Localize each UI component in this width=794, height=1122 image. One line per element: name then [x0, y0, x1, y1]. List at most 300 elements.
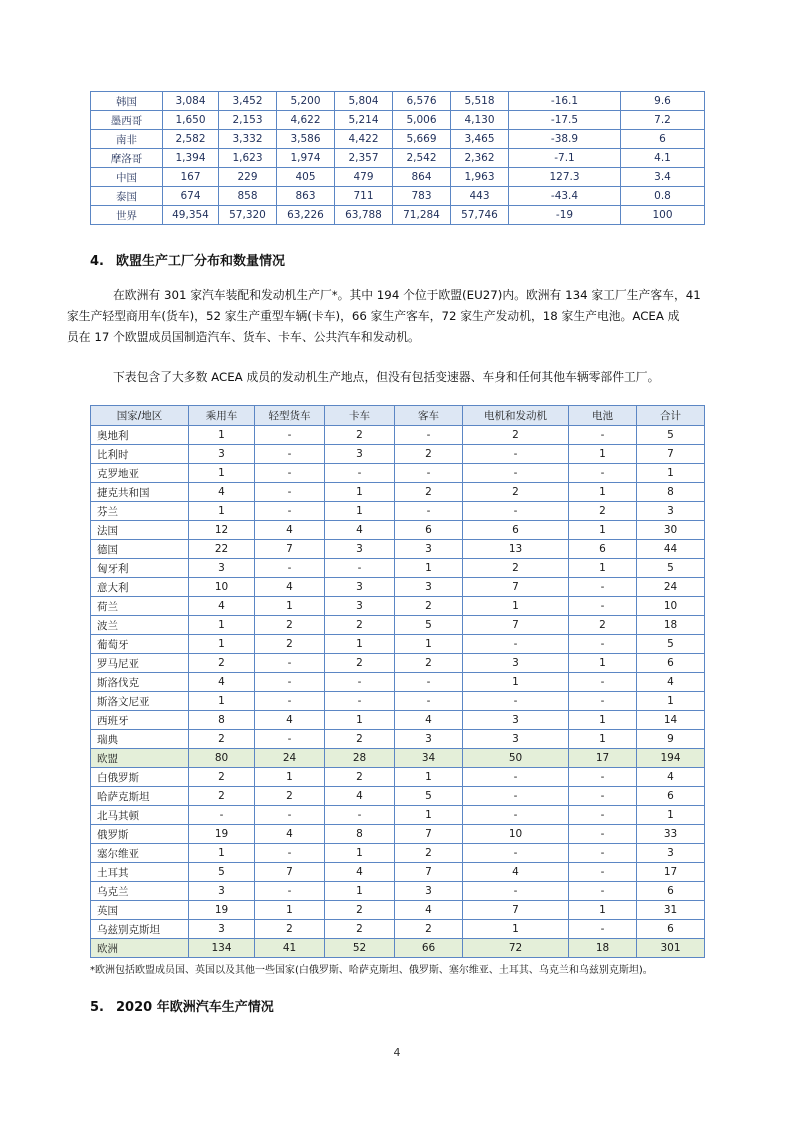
value-cell: 8 — [325, 825, 395, 844]
value-cell: 5,804 — [335, 92, 393, 111]
value-cell: 3 — [637, 844, 705, 863]
value-cell: 18 — [637, 616, 705, 635]
value-cell: 3 — [637, 502, 705, 521]
value-cell: 4 — [463, 863, 569, 882]
value-cell: 1 — [395, 559, 463, 578]
value-cell: 4 — [637, 673, 705, 692]
value-cell: 1 — [569, 901, 637, 920]
value-cell: 66 — [395, 939, 463, 958]
value-cell: 1 — [189, 426, 255, 445]
value-cell: 2 — [395, 483, 463, 502]
value-cell: 4 — [255, 578, 325, 597]
value-cell: 14 — [637, 711, 705, 730]
value-cell: 858 — [219, 187, 277, 206]
value-cell: - — [325, 559, 395, 578]
value-cell: - — [255, 673, 325, 692]
value-cell: 2,542 — [393, 149, 451, 168]
country-cell: 白俄罗斯 — [91, 768, 189, 787]
value-cell: 2 — [325, 426, 395, 445]
table-row — [91, 863, 705, 882]
value-cell: - — [255, 559, 325, 578]
value-cell: 2 — [189, 730, 255, 749]
value-cell: - — [395, 502, 463, 521]
value-cell: 3,465 — [451, 130, 509, 149]
value-cell: 5 — [637, 426, 705, 445]
value-cell: 4 — [395, 711, 463, 730]
country-cell: 瑞典 — [91, 730, 189, 749]
value-cell: 34 — [395, 749, 463, 768]
value-cell: - — [569, 692, 637, 711]
value-cell: 1 — [637, 692, 705, 711]
value-cell: 52 — [325, 939, 395, 958]
table-row — [91, 483, 705, 502]
table-row — [91, 187, 705, 206]
value-cell: 10 — [189, 578, 255, 597]
value-cell: 19 — [189, 901, 255, 920]
section-title: 欧盟生产工厂分布和数量情况 — [116, 254, 286, 269]
value-cell: 57,320 — [219, 206, 277, 225]
country-cell: 意大利 — [91, 578, 189, 597]
value-cell: - — [255, 654, 325, 673]
table-footnote: *欧洲包括欧盟成员国、英国以及其他一些国家(白俄罗斯、哈萨克斯坦、俄罗斯、塞尔维亚、土耳其、乌克兰和乌兹别克斯坦)。 — [90, 965, 653, 976]
value-cell: - — [569, 578, 637, 597]
country-cell: 捷克共和国 — [91, 483, 189, 502]
paragraph-line: 员在 17 个欧盟成员国制造汽车、货车、卡车、公共汽车和发动机。 — [67, 330, 420, 344]
table-row — [91, 464, 705, 483]
section-5-heading — [90, 996, 274, 1015]
value-cell: 2 — [395, 844, 463, 863]
value-cell: 1 — [189, 464, 255, 483]
value-cell: 2 — [189, 768, 255, 787]
value-cell: 31 — [637, 901, 705, 920]
value-cell: 1 — [569, 445, 637, 464]
value-cell: 80 — [189, 749, 255, 768]
value-cell: 71,284 — [393, 206, 451, 225]
country-cell: 罗马尼亚 — [91, 654, 189, 673]
value-cell: 9.6 — [621, 92, 705, 111]
table-row — [91, 616, 705, 635]
table-row — [91, 502, 705, 521]
value-cell: 50 — [463, 749, 569, 768]
value-cell: 674 — [163, 187, 219, 206]
value-cell: - — [463, 692, 569, 711]
value-cell: 63,226 — [277, 206, 335, 225]
table-row — [91, 730, 705, 749]
table-row — [91, 806, 705, 825]
value-cell: 1 — [325, 635, 395, 654]
table-row — [91, 597, 705, 616]
value-cell: 1 — [395, 635, 463, 654]
value-cell: 127.3 — [509, 168, 621, 187]
value-cell: - — [325, 806, 395, 825]
column-header: 卡车 — [325, 406, 395, 426]
value-cell: 2 — [463, 483, 569, 502]
value-cell: 24 — [637, 578, 705, 597]
table-row — [91, 654, 705, 673]
value-cell: 19 — [189, 825, 255, 844]
value-cell: 41 — [255, 939, 325, 958]
value-cell: 1,623 — [219, 149, 277, 168]
table-row — [91, 130, 705, 149]
value-cell: - — [569, 464, 637, 483]
value-cell: 4 — [255, 521, 325, 540]
value-cell: 4 — [325, 521, 395, 540]
value-cell: 3 — [395, 578, 463, 597]
value-cell: 5,214 — [335, 111, 393, 130]
value-cell: - — [463, 768, 569, 787]
value-cell: 7 — [395, 825, 463, 844]
value-cell: - — [569, 882, 637, 901]
value-cell: 1 — [189, 692, 255, 711]
value-cell: 17 — [637, 863, 705, 882]
value-cell: - — [463, 844, 569, 863]
value-cell: 2 — [325, 616, 395, 635]
value-cell: 13 — [463, 540, 569, 559]
value-cell: 3 — [463, 654, 569, 673]
table-row — [91, 111, 705, 130]
value-cell: -19 — [509, 206, 621, 225]
value-cell: 2 — [189, 787, 255, 806]
value-cell: - — [569, 787, 637, 806]
value-cell: 4 — [255, 825, 325, 844]
value-cell: 1,963 — [451, 168, 509, 187]
value-cell: - — [463, 464, 569, 483]
country-cell: 西班牙 — [91, 711, 189, 730]
table-row — [91, 692, 705, 711]
value-cell: 4,622 — [277, 111, 335, 130]
country-cell: 塞尔维亚 — [91, 844, 189, 863]
country-cell: 斯洛文尼亚 — [91, 692, 189, 711]
value-cell: 1 — [255, 597, 325, 616]
country-cell: 奥地利 — [91, 426, 189, 445]
value-cell: 0.8 — [621, 187, 705, 206]
country-cell: 土耳其 — [91, 863, 189, 882]
value-cell: - — [569, 426, 637, 445]
value-cell: 1 — [637, 464, 705, 483]
value-cell: 4 — [395, 901, 463, 920]
page-number: 4 — [393, 1046, 401, 1059]
value-cell: 2,357 — [335, 149, 393, 168]
country-cell: 英国 — [91, 901, 189, 920]
value-cell: 2 — [189, 654, 255, 673]
value-cell: 2 — [255, 787, 325, 806]
country-cell: 韩国 — [91, 92, 163, 111]
value-cell: 28 — [325, 749, 395, 768]
value-cell: 1 — [325, 844, 395, 863]
table-row — [91, 920, 705, 939]
value-cell: 4,422 — [335, 130, 393, 149]
value-cell: 2 — [255, 616, 325, 635]
value-cell: 4,130 — [451, 111, 509, 130]
value-cell: 6 — [637, 787, 705, 806]
value-cell: 1 — [325, 502, 395, 521]
value-cell: 301 — [637, 939, 705, 958]
value-cell: - — [463, 635, 569, 654]
value-cell: 443 — [451, 187, 509, 206]
country-cell: 德国 — [91, 540, 189, 559]
value-cell: 10 — [637, 597, 705, 616]
section-4-paragraph-1 — [67, 285, 704, 348]
value-cell: 6,576 — [393, 92, 451, 111]
value-cell: 49,354 — [163, 206, 219, 225]
value-cell: 2,362 — [451, 149, 509, 168]
value-cell: 864 — [393, 168, 451, 187]
value-cell: - — [255, 502, 325, 521]
section-4-paragraph-2: 下表包含了大多数 ACEA 成员的发动机生产地点，但没有包括变速器、车身和任何其他车辆零部件工厂。 — [113, 370, 660, 384]
value-cell: - — [255, 464, 325, 483]
value-cell: 5 — [637, 635, 705, 654]
country-cell: 斯洛伐克 — [91, 673, 189, 692]
value-cell: - — [255, 806, 325, 825]
value-cell: - — [569, 806, 637, 825]
section-title: 2020 年欧洲汽车生产情况 — [116, 1000, 274, 1015]
value-cell: 63,788 — [335, 206, 393, 225]
value-cell: 17 — [569, 749, 637, 768]
value-cell: 30 — [637, 521, 705, 540]
country-cell: 波兰 — [91, 616, 189, 635]
value-cell: - — [255, 426, 325, 445]
value-cell: 1 — [189, 844, 255, 863]
value-cell: 3 — [189, 920, 255, 939]
value-cell: 1 — [325, 711, 395, 730]
value-cell: 4.1 — [621, 149, 705, 168]
country-cell: 芬兰 — [91, 502, 189, 521]
value-cell: 1 — [569, 654, 637, 673]
table-body — [91, 92, 705, 225]
value-cell: 7 — [463, 901, 569, 920]
value-cell: 5 — [189, 863, 255, 882]
table-header-row — [91, 406, 705, 426]
value-cell: 1 — [569, 483, 637, 502]
column-header: 客车 — [395, 406, 463, 426]
value-cell: - — [463, 502, 569, 521]
value-cell: 1 — [569, 711, 637, 730]
country-cell: 欧盟 — [91, 749, 189, 768]
value-cell: 33 — [637, 825, 705, 844]
value-cell: - — [325, 692, 395, 711]
table-row — [91, 521, 705, 540]
value-cell: 1 — [463, 597, 569, 616]
value-cell: 1 — [637, 806, 705, 825]
value-cell: 100 — [621, 206, 705, 225]
value-cell: 4 — [637, 768, 705, 787]
value-cell: 3,332 — [219, 130, 277, 149]
value-cell: 1 — [189, 616, 255, 635]
country-cell: 乌兹别克斯坦 — [91, 920, 189, 939]
value-cell: 57,746 — [451, 206, 509, 225]
value-cell: 1 — [395, 768, 463, 787]
value-cell: 5 — [395, 616, 463, 635]
value-cell: 18 — [569, 939, 637, 958]
value-cell: 863 — [277, 187, 335, 206]
country-cell: 匈牙利 — [91, 559, 189, 578]
value-cell: 3 — [189, 559, 255, 578]
value-cell: - — [569, 920, 637, 939]
value-cell: 8 — [637, 483, 705, 502]
value-cell: - — [569, 844, 637, 863]
table-body — [91, 426, 705, 958]
value-cell: 5,006 — [393, 111, 451, 130]
value-cell: 194 — [637, 749, 705, 768]
country-cell: 哈萨克斯坦 — [91, 787, 189, 806]
value-cell: 1 — [325, 483, 395, 502]
paragraph-line: 家生产轻型商用车(货车)，52 家生产重型车辆(卡车)，66 家生产客车，72 家生产发动机，18 家生产电池。ACEA 成 — [67, 309, 680, 323]
production-by-country-table — [90, 91, 705, 225]
value-cell: 22 — [189, 540, 255, 559]
table-row — [91, 825, 705, 844]
value-cell: - — [569, 635, 637, 654]
table-row — [91, 711, 705, 730]
value-cell: 72 — [463, 939, 569, 958]
value-cell: 6 — [621, 130, 705, 149]
value-cell: 3,452 — [219, 92, 277, 111]
column-header: 乘用车 — [189, 406, 255, 426]
value-cell: 7 — [255, 863, 325, 882]
section-number: 5. — [90, 1000, 104, 1015]
table-row — [91, 445, 705, 464]
value-cell: 3 — [325, 540, 395, 559]
table-row — [91, 149, 705, 168]
value-cell: 7 — [463, 578, 569, 597]
value-cell: -17.5 — [509, 111, 621, 130]
value-cell: 3 — [189, 445, 255, 464]
value-cell: - — [255, 483, 325, 502]
table-row — [91, 635, 705, 654]
table-row — [91, 168, 705, 187]
value-cell: 2 — [325, 901, 395, 920]
value-cell: 24 — [255, 749, 325, 768]
country-cell: 法国 — [91, 521, 189, 540]
value-cell: - — [569, 673, 637, 692]
value-cell: 7 — [463, 616, 569, 635]
value-cell: - — [395, 673, 463, 692]
value-cell: 6 — [637, 654, 705, 673]
value-cell: 3 — [325, 445, 395, 464]
subtotal-row — [91, 749, 705, 768]
value-cell: - — [255, 882, 325, 901]
value-cell: - — [569, 597, 637, 616]
value-cell: 405 — [277, 168, 335, 187]
value-cell: 3.4 — [621, 168, 705, 187]
column-header: 电机和发动机 — [463, 406, 569, 426]
value-cell: 3,586 — [277, 130, 335, 149]
value-cell: - — [325, 464, 395, 483]
value-cell: - — [395, 692, 463, 711]
value-cell: - — [395, 464, 463, 483]
value-cell: - — [255, 730, 325, 749]
value-cell: 7 — [395, 863, 463, 882]
value-cell: 2 — [463, 559, 569, 578]
value-cell: - — [463, 787, 569, 806]
value-cell: 2 — [255, 635, 325, 654]
country-cell: 荷兰 — [91, 597, 189, 616]
table-row — [91, 92, 705, 111]
value-cell: 3 — [395, 882, 463, 901]
value-cell: 1 — [395, 806, 463, 825]
value-cell: 229 — [219, 168, 277, 187]
value-cell: 2 — [569, 616, 637, 635]
value-cell: 2 — [395, 920, 463, 939]
value-cell: 783 — [393, 187, 451, 206]
value-cell: 2 — [395, 654, 463, 673]
value-cell: 3 — [395, 730, 463, 749]
value-cell: 5,200 — [277, 92, 335, 111]
country-cell: 克罗地亚 — [91, 464, 189, 483]
value-cell: 134 — [189, 939, 255, 958]
value-cell: -7.1 — [509, 149, 621, 168]
value-cell: 1 — [463, 673, 569, 692]
country-cell: 比利时 — [91, 445, 189, 464]
value-cell: - — [255, 692, 325, 711]
value-cell: - — [395, 426, 463, 445]
table-row — [91, 578, 705, 597]
value-cell: - — [569, 825, 637, 844]
table-row — [91, 901, 705, 920]
table-row — [91, 426, 705, 445]
column-header: 轻型货车 — [255, 406, 325, 426]
value-cell: 7.2 — [621, 111, 705, 130]
value-cell: 5,518 — [451, 92, 509, 111]
value-cell: 4 — [189, 483, 255, 502]
value-cell: - — [255, 844, 325, 863]
value-cell: 1 — [255, 768, 325, 787]
value-cell: 1 — [569, 730, 637, 749]
value-cell: - — [463, 882, 569, 901]
country-cell: 俄罗斯 — [91, 825, 189, 844]
value-cell: 2 — [325, 654, 395, 673]
value-cell: 1 — [569, 559, 637, 578]
country-cell: 葡萄牙 — [91, 635, 189, 654]
value-cell: 1,974 — [277, 149, 335, 168]
value-cell: 5 — [637, 559, 705, 578]
value-cell: 4 — [325, 787, 395, 806]
value-cell: 711 — [335, 187, 393, 206]
value-cell: 4 — [189, 597, 255, 616]
column-header: 电池 — [569, 406, 637, 426]
subtotal-row — [91, 939, 705, 958]
value-cell: 2,582 — [163, 130, 219, 149]
value-cell: 2 — [325, 768, 395, 787]
value-cell: 2,153 — [219, 111, 277, 130]
value-cell: 44 — [637, 540, 705, 559]
value-cell: 1,394 — [163, 149, 219, 168]
value-cell: -38.9 — [509, 130, 621, 149]
value-cell: 6 — [637, 882, 705, 901]
value-cell: - — [463, 806, 569, 825]
value-cell: 3 — [395, 540, 463, 559]
value-cell: 1,650 — [163, 111, 219, 130]
section-number: 4. — [90, 254, 104, 269]
value-cell: 4 — [325, 863, 395, 882]
value-cell: 10 — [463, 825, 569, 844]
value-cell: 7 — [637, 445, 705, 464]
value-cell: 3 — [463, 730, 569, 749]
value-cell: 6 — [637, 920, 705, 939]
country-cell: 摩洛哥 — [91, 149, 163, 168]
country-cell: 墨西哥 — [91, 111, 163, 130]
value-cell: 2 — [395, 597, 463, 616]
value-cell: 479 — [335, 168, 393, 187]
value-cell: 1 — [325, 882, 395, 901]
value-cell: 3,084 — [163, 92, 219, 111]
table-row — [91, 206, 705, 225]
value-cell: 1 — [255, 901, 325, 920]
country-cell: 世界 — [91, 206, 163, 225]
column-header: 国家/地区 — [91, 406, 189, 426]
column-header: 合计 — [637, 406, 705, 426]
value-cell: 2 — [325, 730, 395, 749]
table-row — [91, 882, 705, 901]
